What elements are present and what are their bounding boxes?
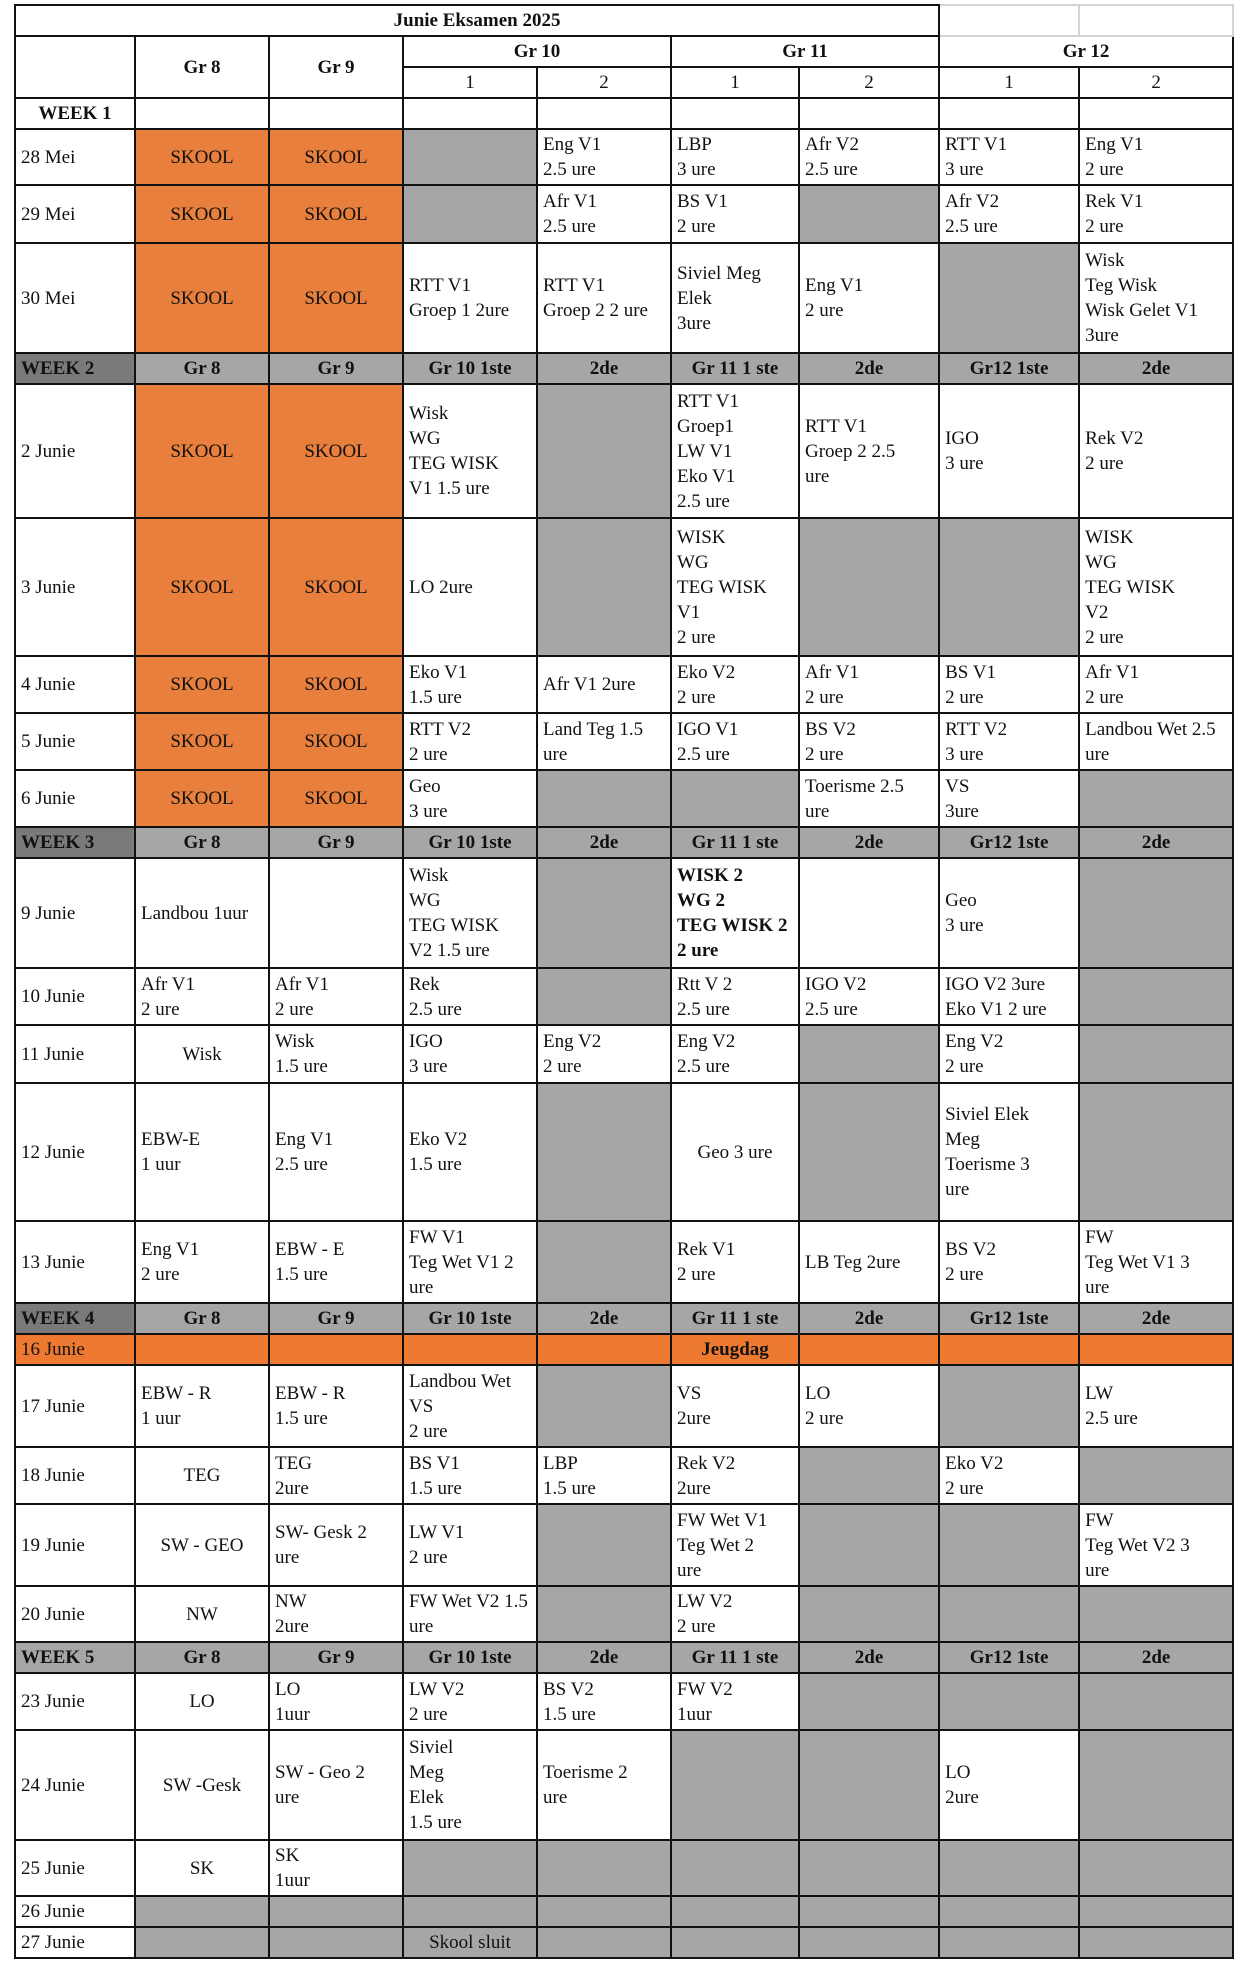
- date-cell: 20 Junie: [15, 1586, 135, 1642]
- gr10-1-cell: [403, 1840, 537, 1896]
- gr10-2-cell: Afr V1 2.5 ure: [537, 185, 671, 243]
- blank-cell: [671, 98, 799, 129]
- week-2-label: WEEK 2: [15, 353, 135, 384]
- gr12-2-cell: Wisk Teg Wisk Wisk Gelet V1 3ure: [1079, 243, 1233, 353]
- title-row: [15, 5, 1233, 36]
- gr11-2-cell: BS V2 2 ure: [799, 713, 939, 770]
- gr8-cell: LO: [135, 1673, 269, 1730]
- gr11-1-cell: [671, 1840, 799, 1896]
- gr8-cell: SKOOL: [135, 713, 269, 770]
- gr11-1-cell: Siviel Meg Elek 3ure: [671, 243, 799, 353]
- gr9-cell: SKOOL: [269, 129, 403, 185]
- gr12-2-cell: Rek V2 2 ure: [1079, 384, 1233, 518]
- blank-cell: [939, 5, 1079, 36]
- gr10-1-cell: Wisk WG TEG WISK V2 1.5 ure: [403, 858, 537, 968]
- day-row: [15, 129, 1233, 185]
- blank-cell: [1079, 98, 1233, 129]
- gr9-cell: SKOOL: [269, 770, 403, 827]
- gr12-2-header: 2de: [1079, 1642, 1233, 1673]
- blank-cell: [1079, 5, 1233, 36]
- gr9-cell: SKOOL: [269, 185, 403, 243]
- gr10-2-cell: Land Teg 1.5 ure: [537, 713, 671, 770]
- gr12-1-cell: Eng V2 2 ure: [939, 1025, 1079, 1083]
- gr11-2-cell: Toerisme 2.5 ure: [799, 770, 939, 827]
- gr8-cell: TEG: [135, 1447, 269, 1504]
- gr12-1-cell: RTT V1 3 ure: [939, 129, 1079, 185]
- jeugdag-label: Jeugdag: [671, 1334, 799, 1365]
- gr9-header: Gr 9: [269, 827, 403, 858]
- gr8-cell: SW -Gesk: [135, 1730, 269, 1840]
- gr8-cell: SK: [135, 1840, 269, 1896]
- day-row: [15, 1447, 1233, 1504]
- gr9-cell: NW 2ure: [269, 1586, 403, 1642]
- day-row: [15, 1896, 1233, 1927]
- date-cell: 16 Junie: [15, 1334, 135, 1365]
- gr10-1-cell: IGO 3 ure: [403, 1025, 537, 1083]
- gr9-cell: [269, 858, 403, 968]
- gr10-1-cell: [403, 1334, 537, 1365]
- gr12-2-cell: [1079, 1447, 1233, 1504]
- gr10-1-cell: BS V1 1.5 ure: [403, 1447, 537, 1504]
- gr12-1-cell: [939, 1840, 1079, 1896]
- grade-12-header: Gr 12: [939, 36, 1233, 67]
- gr10-1-header: Gr 10 1ste: [403, 1642, 537, 1673]
- date-cell: 18 Junie: [15, 1447, 135, 1504]
- gr10-2-cell: [537, 518, 671, 656]
- gr10-1-cell: Eko V2 1.5 ure: [403, 1083, 537, 1221]
- gr11-1-cell: Rek V1 2 ure: [671, 1221, 799, 1303]
- gr11-1-cell: BS V1 2 ure: [671, 185, 799, 243]
- gr10-2-cell: Eng V2 2 ure: [537, 1025, 671, 1083]
- gr9-cell: [269, 1334, 403, 1365]
- gr11-1-cell: [671, 1927, 799, 1958]
- blank-cell: [135, 98, 269, 129]
- blank-cell: [269, 98, 403, 129]
- gr9-header: Gr 9: [269, 1642, 403, 1673]
- blank-cell: [939, 98, 1079, 129]
- gr12-2-cell: [1079, 1896, 1233, 1927]
- gr10-1-cell: Eko V1 1.5 ure: [403, 656, 537, 713]
- gr10-1-cell: Wisk WG TEG WISK V1 1.5 ure: [403, 384, 537, 518]
- gr11-1-cell: WISK WG TEG WISK V1 2 ure: [671, 518, 799, 656]
- day-row: [15, 713, 1233, 770]
- week-5-header-row: [15, 1642, 1233, 1673]
- gr12-1-header: Gr12 1ste: [939, 1303, 1079, 1334]
- gr11-2-cell: Afr V1 2 ure: [799, 656, 939, 713]
- gr12-1-cell: BS V1 2 ure: [939, 656, 1079, 713]
- date-cell: 12 Junie: [15, 1083, 135, 1221]
- gr12-group-2: 2: [1079, 67, 1233, 98]
- gr11-1-cell: [671, 1730, 799, 1840]
- gr11-1-header: Gr 11 1 ste: [671, 1303, 799, 1334]
- gr9-header: Gr 9: [269, 353, 403, 384]
- gr8-cell: SKOOL: [135, 770, 269, 827]
- gr10-group-2: 2: [537, 67, 671, 98]
- gr8-cell: SKOOL: [135, 243, 269, 353]
- gr12-2-cell: LW 2.5 ure: [1079, 1365, 1233, 1447]
- gr11-2-cell: [799, 1586, 939, 1642]
- gr11-2-cell: LB Teg 2ure: [799, 1221, 939, 1303]
- gr11-2-cell: [799, 1504, 939, 1586]
- gr12-2-cell: [1079, 858, 1233, 968]
- week-1-row: [15, 98, 1233, 129]
- gr9-cell: SW- Gesk 2 ure: [269, 1504, 403, 1586]
- gr11-1-cell: Eko V2 2 ure: [671, 656, 799, 713]
- gr11-group-2: 2: [799, 67, 939, 98]
- gr10-1-cell: [403, 1896, 537, 1927]
- gr10-1-cell: [403, 129, 537, 185]
- gr10-2-cell: Afr V1 2ure: [537, 656, 671, 713]
- gr9-cell: Eng V1 2.5 ure: [269, 1083, 403, 1221]
- gr12-2-header: 2de: [1079, 827, 1233, 858]
- gr12-2-cell: [1079, 1083, 1233, 1221]
- gr10-1-cell: LO 2ure: [403, 518, 537, 656]
- date-cell: 9 Junie: [15, 858, 135, 968]
- gr11-1-cell: Eng V2 2.5 ure: [671, 1025, 799, 1083]
- date-cell: 19 Junie: [15, 1504, 135, 1586]
- gr11-1-cell: [671, 770, 799, 827]
- gr12-1-header: Gr12 1ste: [939, 827, 1079, 858]
- gr11-group-1: 1: [671, 67, 799, 98]
- gr12-1-header: Gr12 1ste: [939, 1642, 1079, 1673]
- gr12-2-cell: [1079, 968, 1233, 1025]
- week-1-label: WEEK 1: [15, 98, 135, 129]
- gr9-cell: SKOOL: [269, 518, 403, 656]
- gr12-2-header: 2de: [1079, 1303, 1233, 1334]
- gr10-2-cell: [537, 1840, 671, 1896]
- week-5-label: WEEK 5: [15, 1642, 135, 1673]
- gr12-2-cell: Eng V1 2 ure: [1079, 129, 1233, 185]
- gr12-1-cell: Geo 3 ure: [939, 858, 1079, 968]
- gr10-1-cell: LW V2 2 ure: [403, 1673, 537, 1730]
- gr10-1-header: Gr 10 1ste: [403, 353, 537, 384]
- gr10-2-cell: [537, 968, 671, 1025]
- gr10-2-cell: [537, 858, 671, 968]
- gr10-1-cell: Landbou Wet VS 2 ure: [403, 1365, 537, 1447]
- gr12-2-cell: FW Teg Wet V1 3 ure: [1079, 1221, 1233, 1303]
- gr12-1-cell: BS V2 2 ure: [939, 1221, 1079, 1303]
- day-row: [15, 1927, 1233, 1958]
- gr11-2-cell: [799, 1927, 939, 1958]
- gr8-cell: Wisk: [135, 1025, 269, 1083]
- gr10-2-cell: [537, 1896, 671, 1927]
- date-cell: 11 Junie: [15, 1025, 135, 1083]
- date-cell: 13 Junie: [15, 1221, 135, 1303]
- gr11-1-cell: IGO V1 2.5 ure: [671, 713, 799, 770]
- date-cell: 4 Junie: [15, 656, 135, 713]
- gr10-2-cell: Eng V1 2.5 ure: [537, 129, 671, 185]
- gr9-cell: TEG 2ure: [269, 1447, 403, 1504]
- gr11-2-cell: [799, 185, 939, 243]
- gr10-group-1: 1: [403, 67, 537, 98]
- gr12-1-cell: [939, 518, 1079, 656]
- day-row: [15, 1586, 1233, 1642]
- gr8-header: Gr 8: [135, 1642, 269, 1673]
- gr10-1-cell: RTT V2 2 ure: [403, 713, 537, 770]
- gr10-1-header: Gr 10 1ste: [403, 827, 537, 858]
- gr11-1-cell: Rtt V 2 2.5 ure: [671, 968, 799, 1025]
- day-row: [15, 858, 1233, 968]
- gr12-1-cell: [939, 1504, 1079, 1586]
- gr8-header: Gr 8: [135, 827, 269, 858]
- week-3-label: WEEK 3: [15, 827, 135, 858]
- gr12-2-cell: FW Teg Wet V2 3 ure: [1079, 1504, 1233, 1586]
- date-cell: 30 Mei: [15, 243, 135, 353]
- gr8-cell: [135, 1896, 269, 1927]
- blank-cell: [799, 98, 939, 129]
- gr11-2-cell: Afr V2 2.5 ure: [799, 129, 939, 185]
- gr9-cell: SKOOL: [269, 656, 403, 713]
- gr10-2-cell: [537, 1221, 671, 1303]
- gr10-1-cell: FW Wet V2 1.5 ure: [403, 1586, 537, 1642]
- gr9-cell: Wisk 1.5 ure: [269, 1025, 403, 1083]
- day-row: [15, 1365, 1233, 1447]
- gr10-2-cell: [537, 770, 671, 827]
- gr9-cell: SKOOL: [269, 243, 403, 353]
- gr12-2-cell: WISK WG TEG WISK V2 2 ure: [1079, 518, 1233, 656]
- gr12-2-cell: [1079, 1586, 1233, 1642]
- gr11-1-cell: Rek V2 2ure: [671, 1447, 799, 1504]
- gr9-cell: LO 1uur: [269, 1673, 403, 1730]
- gr11-1-header: Gr 11 1 ste: [671, 353, 799, 384]
- day-row: [15, 1730, 1233, 1840]
- gr11-2-cell: LO 2 ure: [799, 1365, 939, 1447]
- gr9-cell: EBW - E 1.5 ure: [269, 1221, 403, 1303]
- date-cell: 27 Junie: [15, 1927, 135, 1958]
- gr11-2-cell: Eng V1 2 ure: [799, 243, 939, 353]
- date-cell: 2 Junie: [15, 384, 135, 518]
- gr11-2-cell: [799, 1673, 939, 1730]
- gr10-1-cell: LW V1 2 ure: [403, 1504, 537, 1586]
- gr11-2-header: 2de: [799, 353, 939, 384]
- gr11-2-header: 2de: [799, 827, 939, 858]
- day-row: [15, 384, 1233, 518]
- gr12-1-cell: IGO V2 3ure Eko V1 2 ure: [939, 968, 1079, 1025]
- gr8-cell: EBW - R 1 uur: [135, 1365, 269, 1447]
- gr12-1-cell: [939, 243, 1079, 353]
- gr10-2-cell: RTT V1 Groep 2 2 ure: [537, 243, 671, 353]
- gr12-1-cell: LO 2ure: [939, 1730, 1079, 1840]
- week-4-header-row: [15, 1303, 1233, 1334]
- gr11-1-cell: [671, 1896, 799, 1927]
- gr10-2-cell: [537, 1365, 671, 1447]
- gr8-cell: SKOOL: [135, 518, 269, 656]
- gr11-2-cell: IGO V2 2.5 ure: [799, 968, 939, 1025]
- gr11-1-cell: RTT V1 Groep1 LW V1 Eko V1 2.5 ure: [671, 384, 799, 518]
- day-row: [15, 1083, 1233, 1221]
- gr11-2-cell: [799, 1896, 939, 1927]
- gr12-group-1: 1: [939, 67, 1079, 98]
- gr10-1-header: Gr 10 1ste: [403, 1303, 537, 1334]
- gr11-1-cell: Geo 3 ure: [671, 1083, 799, 1221]
- gr8-cell: [135, 1334, 269, 1365]
- page-title: Junie Eksamen 2025: [15, 5, 939, 36]
- gr11-1-cell: FW Wet V1 Teg Wet 2 ure: [671, 1504, 799, 1586]
- gr9-cell: SW - Geo 2 ure: [269, 1730, 403, 1840]
- day-row: [15, 656, 1233, 713]
- gr8-cell: SKOOL: [135, 129, 269, 185]
- gr10-2-cell: [537, 384, 671, 518]
- gr10-1-cell: FW V1 Teg Wet V1 2 ure: [403, 1221, 537, 1303]
- gr11-2-header: 2de: [799, 1303, 939, 1334]
- gr11-2-cell: [799, 1083, 939, 1221]
- day-row: [15, 1025, 1233, 1083]
- gr11-2-cell: [799, 1025, 939, 1083]
- date-cell: 3 Junie: [15, 518, 135, 656]
- gr12-1-cell: [939, 1334, 1079, 1365]
- date-cell: 29 Mei: [15, 185, 135, 243]
- gr9-cell: [269, 1896, 403, 1927]
- gr12-2-cell: [1079, 1334, 1233, 1365]
- gr11-1-header: Gr 11 1 ste: [671, 1642, 799, 1673]
- gr12-1-cell: VS 3ure: [939, 770, 1079, 827]
- grade-9-header: Gr 9: [269, 36, 403, 98]
- gr10-2-cell: LBP 1.5 ure: [537, 1447, 671, 1504]
- gr8-cell: [135, 1927, 269, 1958]
- school-closes-cell: Skool sluit: [403, 1927, 537, 1958]
- gr10-2-cell: Toerisme 2 ure: [537, 1730, 671, 1840]
- gr10-2-cell: [537, 1927, 671, 1958]
- gr8-cell: SKOOL: [135, 656, 269, 713]
- grade-10-header: Gr 10: [403, 36, 671, 67]
- gr10-2-header: 2de: [537, 353, 671, 384]
- day-row: [15, 968, 1233, 1025]
- gr11-1-cell: LBP 3 ure: [671, 129, 799, 185]
- gr11-1-cell: WISK 2 WG 2 TEG WISK 2 2 ure: [671, 858, 799, 968]
- day-row: [15, 770, 1233, 827]
- gr8-cell: SKOOL: [135, 185, 269, 243]
- gr12-2-cell: [1079, 770, 1233, 827]
- gr10-2-cell: [537, 1504, 671, 1586]
- gr10-1-cell: RTT V1 Groep 1 2ure: [403, 243, 537, 353]
- day-row: [15, 1673, 1233, 1730]
- day-row: [15, 1504, 1233, 1586]
- jeugdag-row: [15, 1334, 1233, 1365]
- gr12-1-cell: Siviel Elek Meg Toerisme 3 ure: [939, 1083, 1079, 1221]
- gr12-2-cell: [1079, 1673, 1233, 1730]
- gr10-1-cell: Geo 3 ure: [403, 770, 537, 827]
- gr11-1-cell: VS 2ure: [671, 1365, 799, 1447]
- gr12-1-cell: Eko V2 2 ure: [939, 1447, 1079, 1504]
- gr12-1-cell: [939, 1586, 1079, 1642]
- gr11-1-header: Gr 11 1 ste: [671, 827, 799, 858]
- gr8-cell: SKOOL: [135, 384, 269, 518]
- gr12-1-cell: Afr V2 2.5 ure: [939, 185, 1079, 243]
- gr10-2-header: 2de: [537, 1303, 671, 1334]
- week-2-header-row: [15, 353, 1233, 384]
- gr9-cell: SKOOL: [269, 713, 403, 770]
- gr10-1-cell: Rek 2.5 ure: [403, 968, 537, 1025]
- gr9-cell: SKOOL: [269, 384, 403, 518]
- gr12-2-cell: [1079, 1730, 1233, 1840]
- date-cell: 24 Junie: [15, 1730, 135, 1840]
- date-cell: 23 Junie: [15, 1673, 135, 1730]
- grade-11-header: Gr 11: [671, 36, 939, 67]
- gr11-2-cell: [799, 1334, 939, 1365]
- gr12-1-cell: [939, 1365, 1079, 1447]
- gr8-cell: Eng V1 2 ure: [135, 1221, 269, 1303]
- gr12-1-header: Gr12 1ste: [939, 353, 1079, 384]
- date-cell: 28 Mei: [15, 129, 135, 185]
- gr11-2-header: 2de: [799, 1642, 939, 1673]
- gr9-cell: [269, 1927, 403, 1958]
- gr12-1-cell: [939, 1673, 1079, 1730]
- date-cell: 5 Junie: [15, 713, 135, 770]
- gr9-header: Gr 9: [269, 1303, 403, 1334]
- day-row: [15, 1221, 1233, 1303]
- date-cell: 26 Junie: [15, 1896, 135, 1927]
- gr10-2-cell: [537, 1334, 671, 1365]
- gr12-2-cell: [1079, 1927, 1233, 1958]
- timetable-table: [14, 4, 1234, 1959]
- gr12-1-cell: IGO 3 ure: [939, 384, 1079, 518]
- gr10-1-cell: [403, 185, 537, 243]
- grade-8-header: Gr 8: [135, 36, 269, 98]
- gr11-1-cell: FW V2 1uur: [671, 1673, 799, 1730]
- date-cell: 17 Junie: [15, 1365, 135, 1447]
- gr8-header: Gr 8: [135, 353, 269, 384]
- gr8-cell: NW: [135, 1586, 269, 1642]
- gr9-cell: Afr V1 2 ure: [269, 968, 403, 1025]
- gr10-1-cell: Siviel Meg Elek 1.5 ure: [403, 1730, 537, 1840]
- gr11-2-cell: [799, 1730, 939, 1840]
- date-cell: 25 Junie: [15, 1840, 135, 1896]
- gr10-2-cell: BS V2 1.5 ure: [537, 1673, 671, 1730]
- gr11-2-cell: [799, 858, 939, 968]
- gr11-2-cell: RTT V1 Groep 2 2.5 ure: [799, 384, 939, 518]
- gr8-cell: Landbou 1uur: [135, 858, 269, 968]
- gr8-header: Gr 8: [135, 1303, 269, 1334]
- day-row: [15, 1840, 1233, 1896]
- blank-cell: [403, 98, 537, 129]
- blank-cell: [537, 98, 671, 129]
- gr10-2-cell: [537, 1083, 671, 1221]
- gr10-2-cell: [537, 1586, 671, 1642]
- week-3-header-row: [15, 827, 1233, 858]
- gr11-2-cell: [799, 518, 939, 656]
- gr8-cell: SW - GEO: [135, 1504, 269, 1586]
- gr12-2-cell: Rek V1 2 ure: [1079, 185, 1233, 243]
- day-row: [15, 185, 1233, 243]
- gr8-cell: Afr V1 2 ure: [135, 968, 269, 1025]
- gr12-2-header: 2de: [1079, 353, 1233, 384]
- gr10-2-header: 2de: [537, 1642, 671, 1673]
- gr12-1-cell: [939, 1896, 1079, 1927]
- gr12-2-cell: [1079, 1025, 1233, 1083]
- week-4-label: WEEK 4: [15, 1303, 135, 1334]
- grade-header-row: [15, 36, 1233, 67]
- gr9-cell: EBW - R 1.5 ure: [269, 1365, 403, 1447]
- gr12-2-cell: Afr V1 2 ure: [1079, 656, 1233, 713]
- date-cell: 10 Junie: [15, 968, 135, 1025]
- date-cell: 6 Junie: [15, 770, 135, 827]
- corner-cell: [15, 36, 135, 98]
- gr12-2-cell: Landbou Wet 2.5 ure: [1079, 713, 1233, 770]
- exam-timetable: [14, 4, 1232, 1959]
- day-row: [15, 243, 1233, 353]
- gr10-2-header: 2de: [537, 827, 671, 858]
- gr11-1-cell: LW V2 2 ure: [671, 1586, 799, 1642]
- gr12-1-cell: RTT V2 3 ure: [939, 713, 1079, 770]
- day-row: [15, 518, 1233, 656]
- gr8-cell: EBW-E 1 uur: [135, 1083, 269, 1221]
- gr12-2-cell: [1079, 1840, 1233, 1896]
- gr11-2-cell: [799, 1447, 939, 1504]
- gr9-cell: SK 1uur: [269, 1840, 403, 1896]
- gr12-1-cell: [939, 1927, 1079, 1958]
- gr11-2-cell: [799, 1840, 939, 1896]
